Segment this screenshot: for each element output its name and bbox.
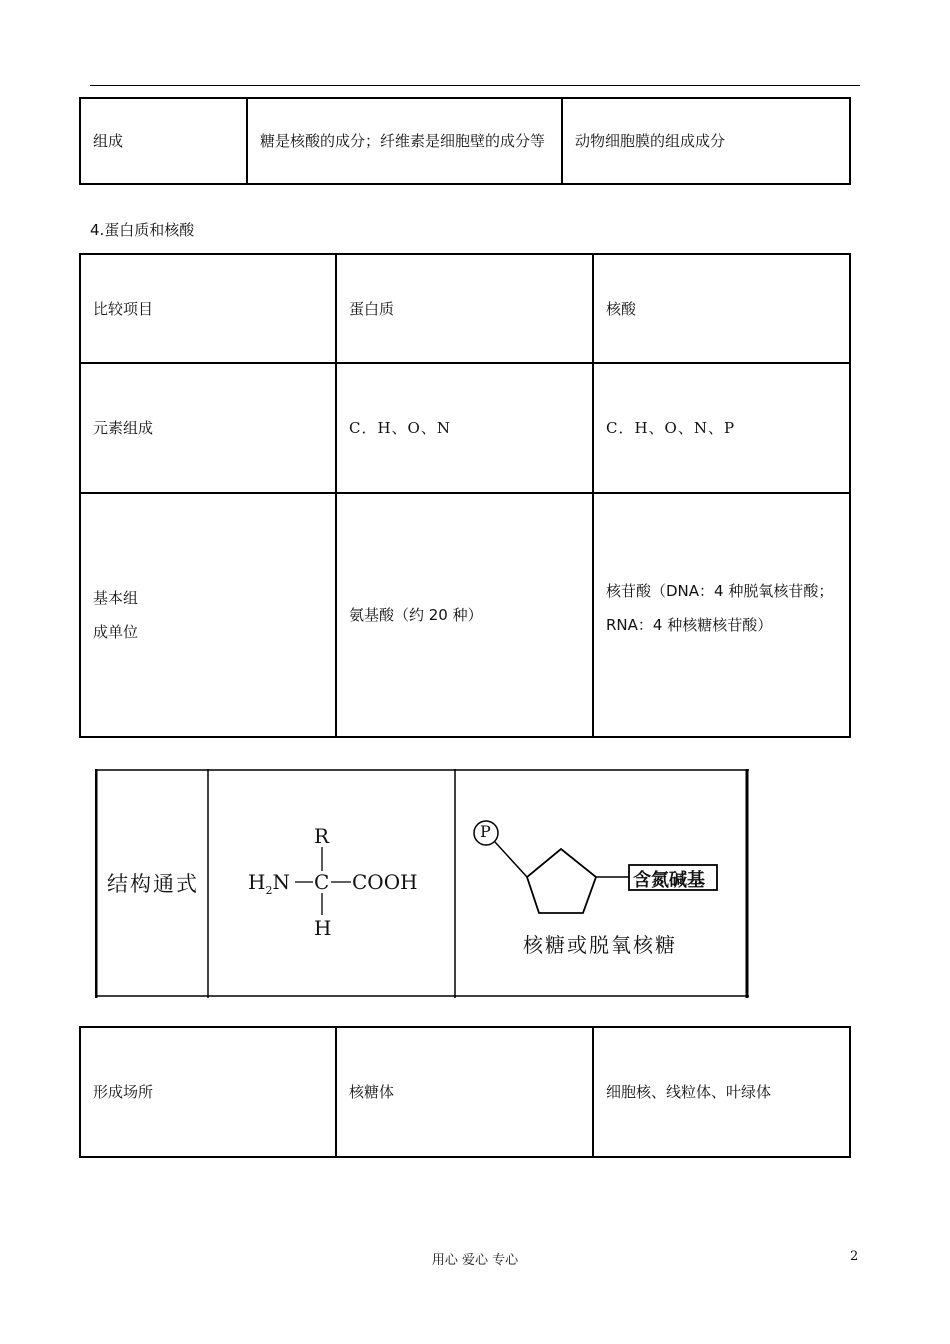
protein-nucleic-table	[79, 253, 851, 738]
header-rule	[90, 85, 860, 86]
table-row	[80, 363, 850, 493]
amino-group	[248, 870, 290, 897]
unit-label-line2: 成单位	[93, 623, 139, 641]
protein-site: 核糖体	[336, 1027, 593, 1157]
table-row	[80, 1027, 850, 1157]
pentose-ring	[527, 849, 596, 913]
table-row	[80, 493, 850, 737]
header-nucleic: 核酸	[593, 254, 850, 363]
unit-label-line1: 基本组	[93, 589, 139, 607]
nucleic-site: 细胞核、线粒体、叶绿体	[593, 1027, 850, 1157]
section-heading: 4.蛋白质和核酸	[90, 221, 195, 239]
amino-subscript: 2	[265, 884, 273, 897]
composition-table	[79, 97, 851, 185]
table-row	[80, 98, 850, 184]
structure-label: 结构通式	[107, 872, 199, 896]
site-label: 形成场所	[80, 1027, 336, 1157]
table-row	[80, 254, 850, 363]
unit-label	[80, 493, 336, 737]
footer-slogan: 用心 爱心 专心	[431, 1253, 519, 1268]
protein-unit: 氨基酸（约 20 种）	[336, 493, 593, 737]
structure-formula-figure	[95, 769, 749, 998]
nucleic-unit	[593, 493, 850, 737]
r-group: R	[314, 824, 330, 848]
sugar-role-cell: 糖是核酸的成分；纤维素是细胞壁的成分等	[247, 98, 562, 184]
protein-elements: C．H、O、N	[336, 363, 593, 493]
phosphate-label: P	[480, 822, 491, 841]
formation-site-table	[79, 1026, 851, 1158]
alpha-carbon: C	[314, 870, 330, 894]
page-number: 2	[850, 1249, 859, 1264]
nucleic-unit-line1: 核苷酸（DNA：4 种脱氧核苷酸；	[606, 582, 834, 600]
row-label: 组成	[80, 98, 247, 184]
elements-label: 元素组成	[80, 363, 336, 493]
lipid-role-cell: 动物细胞膜的组成成分	[562, 98, 850, 184]
alpha-hydrogen: H	[314, 916, 332, 940]
amino-h: H	[248, 870, 266, 894]
nitrogen-base-label: 含氮碱基	[633, 870, 705, 891]
sugar-caption: 核糖或脱氧核糖	[523, 933, 677, 957]
header-item: 比较项目	[80, 254, 336, 363]
nucleic-elements: C．H、O、N、P	[593, 363, 850, 493]
header-protein: 蛋白质	[336, 254, 593, 363]
amino-n: N	[272, 870, 290, 894]
carboxyl-group: COOH	[352, 870, 418, 894]
nucleic-unit-line2: RNA：4 种核糖核苷酸）	[606, 616, 773, 634]
phosphate-bond	[495, 842, 527, 877]
